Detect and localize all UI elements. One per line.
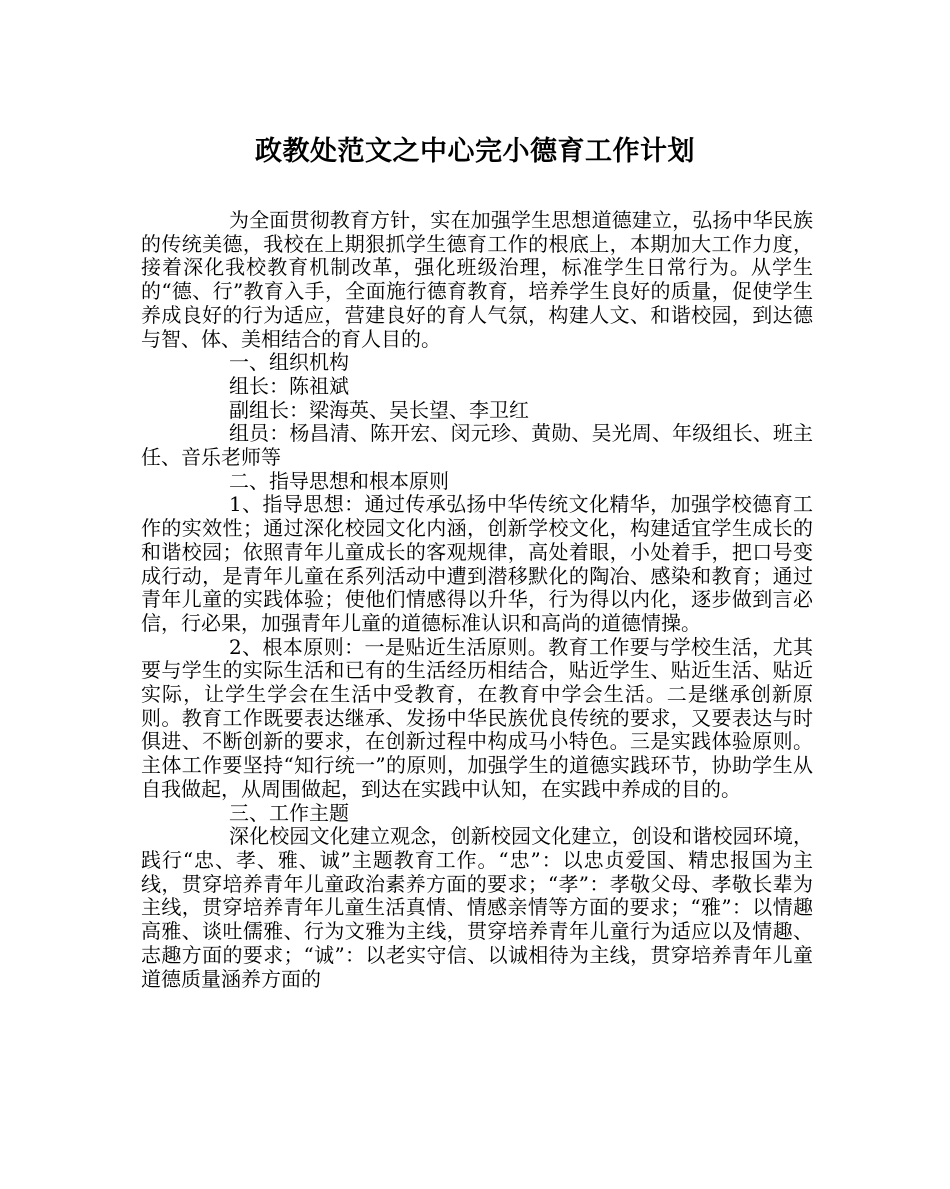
deputy-leader-line: 副组长：梁海英、吴长望、李卫红 <box>229 397 529 422</box>
theme-paragraph: 深化校园文化建立观念，创新校园文化建立，创设和谐校园环境，践行“忠、孝、雅、诚”主题教育工作。“忠”：以忠贞爱国、精忠报国为主线，贯穿培养青年儿童政治素养方面的要求；“孝”：孝敬父母、孝敬长辈为主线，贯穿培养青年儿童生活真情、情感亲情等方面的要求；“雅”：以情趣高雅、谈吐儒雅、行为文雅为主线，贯穿培养青年儿童行为适应以及情趣、志趣方面的要求；“诚”：以老实守信、以诚相待为主线，贯穿培养青年儿童道德质量涵养方面的 <box>141 824 813 991</box>
section-heading-organization: 一、组织机构 <box>229 350 349 375</box>
members-line: 组员：杨昌清、陈开宏、闵元珍、黄勋、吴光周、年级组长、班主任、音乐老师等 <box>141 421 813 470</box>
intro-paragraph: 为全面贯彻教育方针，实在加强学生思想道德建立，弘扬中华民族的传统美德，我校在上期狠抓学生德育工作的根底上，本期加大工作力度，接着深化我校教育机制改革，强化班级治理，标准学生日常行为。从学生的“德、行”教育入手，全面施行德育教育，培养学生良好的质量，促使学生养成良好的行为适应，营建良好的育人气氛，构建人文、和谐校园，到达德与智、体、美相结合的育人目的。 <box>141 208 813 351</box>
section-heading-principles: 二、指导思想和根本原则 <box>229 468 449 493</box>
section-heading-theme: 三、工作主题 <box>229 800 349 825</box>
leader-line: 组长：陈祖斌 <box>229 373 349 398</box>
guiding-thought-paragraph: 1、指导思想：通过传承弘扬中华传统文化精华，加强学校德育工作的实效性；通过深化校园文化内涵，创新学校文化，构建适宜学生成长的和谐校园；依照青年儿童成长的客观规律，高处着眼，小处着手，把口号变成行动，是青年儿童在系列活动中遭到潜移默化的陶冶、感染和教育；通过青年儿童的实践体验；使他们情感得以升华，行为得以内化，逐步做到言必信，行必果，加强青年儿童的道德标准认识和高尚的道德情操。 <box>141 492 813 635</box>
document-body <box>141 209 813 991</box>
document-title: 政教处范文之中心完小德育工作计划 <box>255 136 695 167</box>
basic-principles-paragraph: 2、根本原则：一是贴近生活原则。教育工作要与学校生活，尤其要与学生的实际生活和已有的生活经历相结合，贴近学生、贴近生活、贴近实际，让学生学会在生活中受教育，在教育中学会生活。二是继承创新原则。教育工作既要表达继承、发扬中华民族优良传统的要求，又要表达与时俱进、不断创新的要求，在创新过程中构成马小特色。三是实践体验原则。主体工作要坚持“知行统一”的原则，加强学生的道德实践环节，协助学生从自我做起，从周围做起，到达在实践中认知，在实践中养成的目的。 <box>141 634 813 801</box>
